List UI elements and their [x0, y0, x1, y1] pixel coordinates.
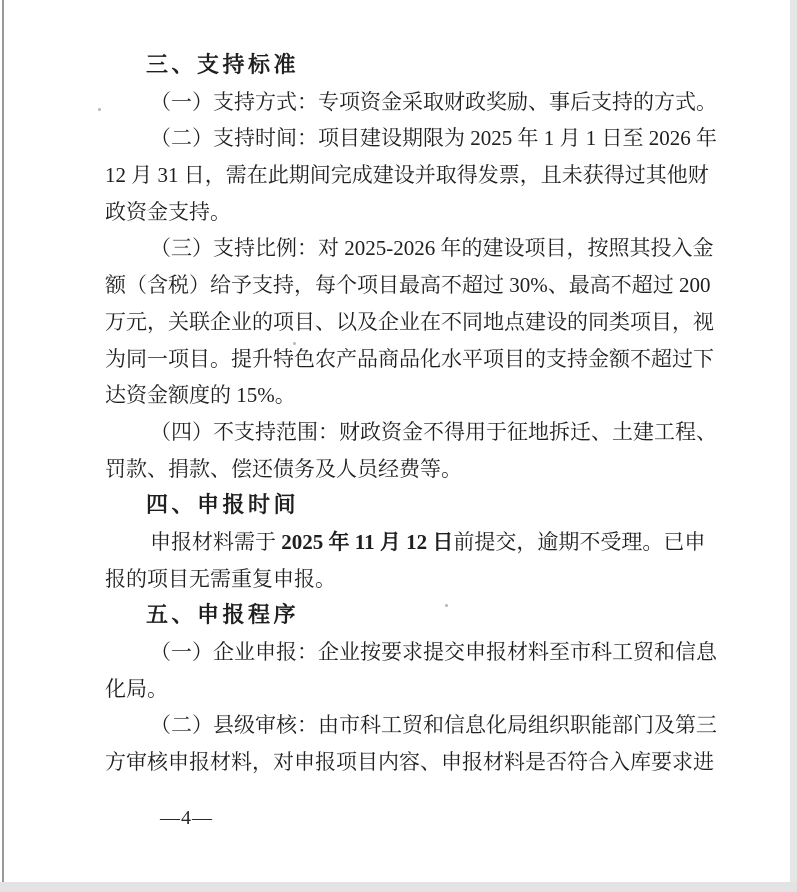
document-line: 12 月 31 日，需在此期间完成建设并取得发票，且未获得过其他财	[105, 163, 709, 188]
document-line: 罚款、捐款、偿还债务及人员经费等。	[105, 456, 462, 481]
document-line: （一）支持方式：专项资金采取财政奖励、事后支持的方式。	[150, 89, 717, 114]
document-line: （一）企业申报：企业按要求提交申报材料至市科工贸和信息	[150, 640, 717, 664]
document-line: 方审核申报材料，对申报项目内容、申报材料是否符合入库要求进	[105, 750, 714, 775]
scan-edge-left-line	[2, 0, 4, 892]
document-body	[105, 47, 717, 781]
document-line: 额（含税）给予支持，每个项目最高不超过 30%、最高不超过 200	[105, 273, 711, 298]
page-number: —4—	[160, 807, 213, 829]
line-text-prefix: 申报材料需于	[150, 529, 282, 554]
document-line: 达资金额度的 15%。	[105, 383, 296, 408]
section-heading-application-procedure: 五、申报程序	[146, 602, 300, 628]
document-line: （二）县级审核：由市科工贸和信息化局组织职能部门及第三	[150, 713, 717, 738]
section-heading-support-standards: 三、支持标准	[146, 52, 300, 77]
document-line: 为同一项目。提升特色农产品商品化水平项目的支持金额不超过下	[105, 346, 714, 371]
line-text-suffix: 前提交，逾期不受理。已申	[453, 529, 706, 554]
document-line: 报的项目无需重复申报。	[105, 566, 336, 591]
document-line: （二）支持时间：项目建设期限为 2025 年 1 月 1 日至 2026 年	[150, 126, 717, 151]
document-line: 化局。	[105, 676, 168, 701]
document-line: 万元，关联企业的项目、以及企业在不同地点建设的同类项目，视	[105, 309, 714, 334]
scan-edge-right-strip	[790, 0, 797, 892]
document-line-with-bold-date	[105, 524, 717, 561]
document-line: （四）不支持范围：财政资金不得用于征地拆迁、土建工程、	[150, 419, 717, 444]
scan-edge-bottom-strip	[0, 882, 797, 892]
scan-speck	[98, 108, 101, 111]
document-line: 政资金支持。	[105, 199, 231, 224]
deadline-date-bold: 2025 年 11 月 12 日	[281, 529, 454, 554]
section-heading-application-time: 四、申报时间	[146, 492, 300, 518]
document-line: （三）支持比例：对 2025-2026 年的建设项目，按照其投入金	[150, 236, 714, 261]
